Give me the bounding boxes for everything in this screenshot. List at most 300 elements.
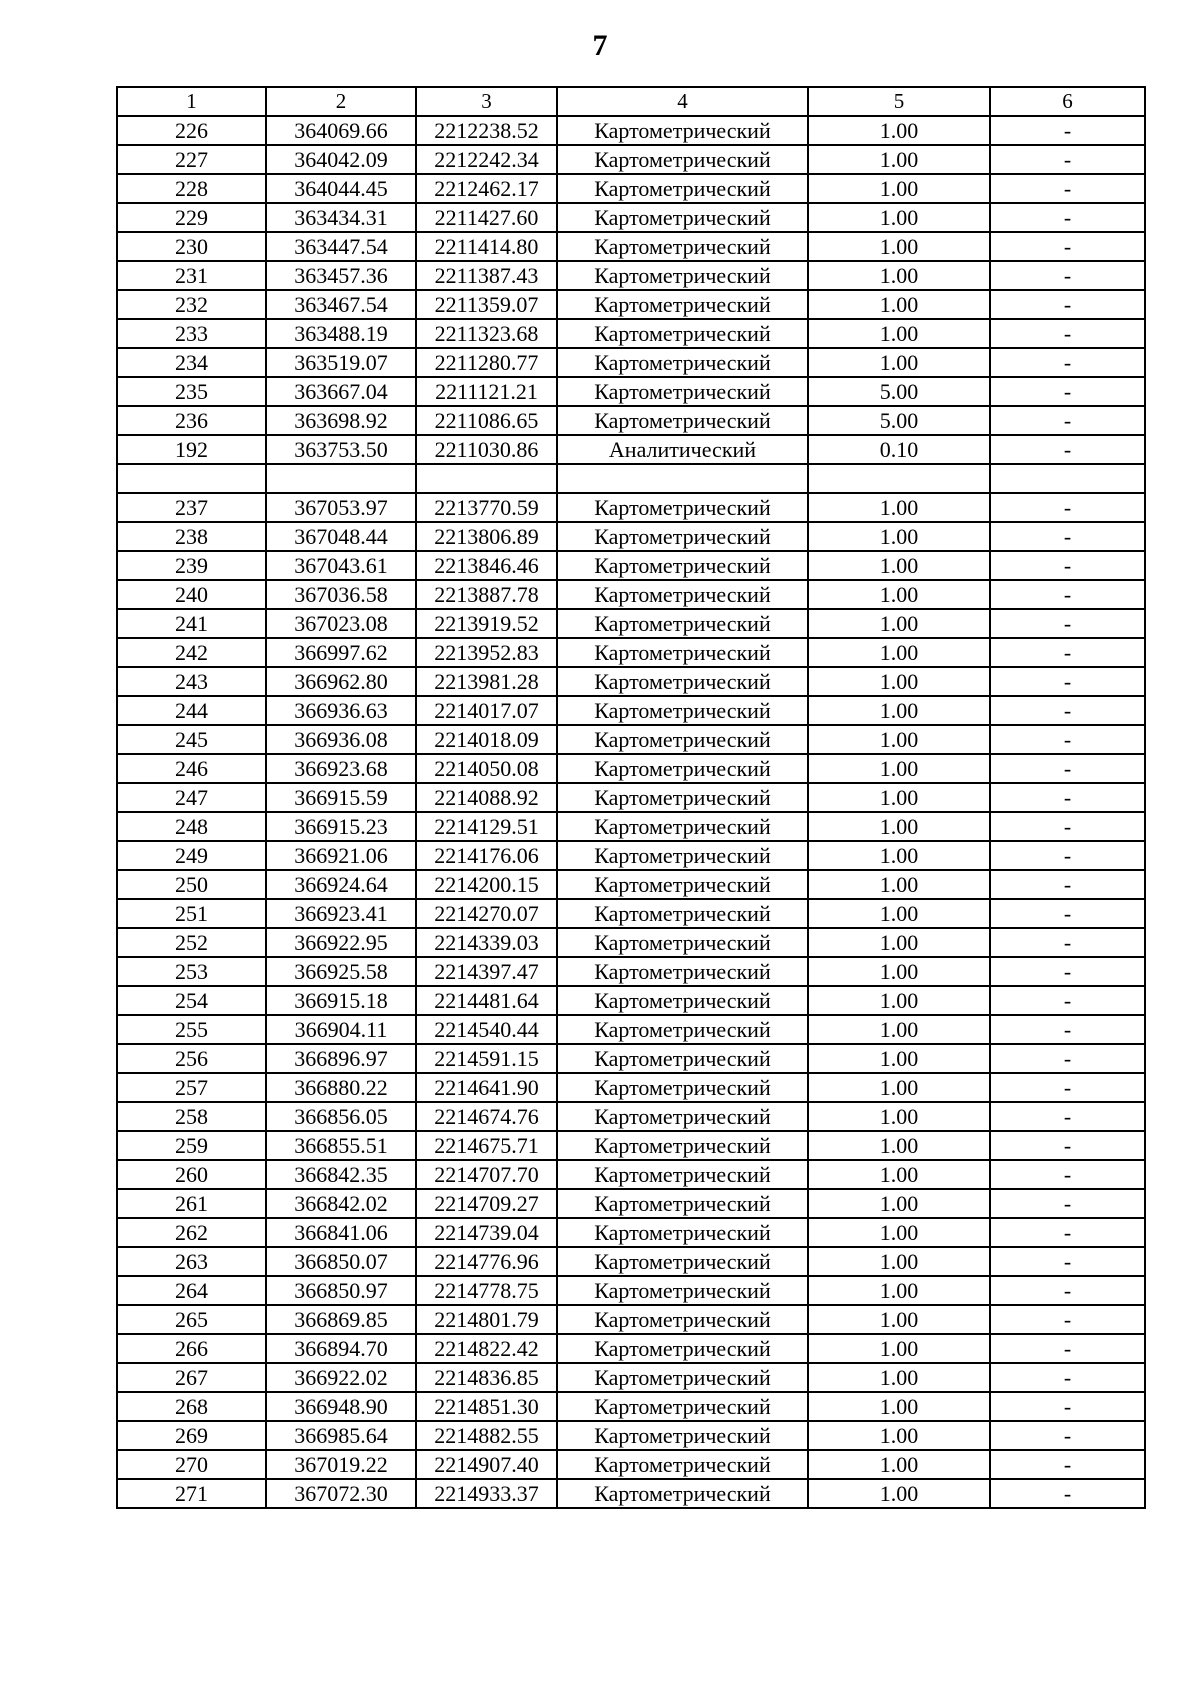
- method-cell: Картометрический: [557, 754, 808, 783]
- table-row: [117, 812, 1145, 841]
- coordinate-x-cell: 363488.19: [266, 319, 416, 348]
- table-row: [117, 464, 1145, 493]
- coordinate-x-cell: 366869.85: [266, 1305, 416, 1334]
- point-number-cell: 268: [117, 1392, 266, 1421]
- coordinate-y-cell: 2214778.75: [416, 1276, 557, 1305]
- coordinate-x-cell: 367053.97: [266, 493, 416, 522]
- point-number-cell: 233: [117, 319, 266, 348]
- coordinate-y-cell: 2211323.68: [416, 319, 557, 348]
- table-row: [117, 1363, 1145, 1392]
- accuracy-cell: 1.00: [808, 348, 990, 377]
- coordinate-x-cell: 366842.02: [266, 1189, 416, 1218]
- accuracy-cell: 1.00: [808, 116, 990, 145]
- coordinate-y-cell: 2214017.07: [416, 696, 557, 725]
- point-number-cell: 271: [117, 1479, 266, 1508]
- coordinate-x-cell: 366923.68: [266, 754, 416, 783]
- method-cell: Картометрический: [557, 1044, 808, 1073]
- method-cell: Картометрический: [557, 1421, 808, 1450]
- accuracy-cell: 1.00: [808, 1189, 990, 1218]
- point-number-cell: 229: [117, 203, 266, 232]
- coordinate-y-cell: 2214801.79: [416, 1305, 557, 1334]
- table-row: [117, 522, 1145, 551]
- coordinate-x-cell: 367043.61: [266, 551, 416, 580]
- point-number-cell: 270: [117, 1450, 266, 1479]
- description-cell: -: [990, 1363, 1145, 1392]
- table-row: [117, 1160, 1145, 1189]
- description-cell: -: [990, 493, 1145, 522]
- accuracy-cell: 1.00: [808, 1479, 990, 1508]
- table-row: [117, 232, 1145, 261]
- accuracy-cell: 1.00: [808, 986, 990, 1015]
- table-row: [117, 551, 1145, 580]
- accuracy-cell: 1.00: [808, 1421, 990, 1450]
- point-number-cell: 257: [117, 1073, 266, 1102]
- page-number: 7: [592, 29, 608, 62]
- coordinate-y-cell: 2214200.15: [416, 870, 557, 899]
- point-number-cell: 250: [117, 870, 266, 899]
- description-cell: -: [990, 667, 1145, 696]
- accuracy-cell: 1.00: [808, 174, 990, 203]
- coordinate-y-cell: 2214397.47: [416, 957, 557, 986]
- table-row: [117, 638, 1145, 667]
- description-cell: -: [990, 319, 1145, 348]
- accuracy-cell: 5.00: [808, 377, 990, 406]
- coordinate-y-cell: 2214675.71: [416, 1131, 557, 1160]
- coordinate-y-cell: 2214674.76: [416, 1102, 557, 1131]
- description-cell: -: [990, 1421, 1145, 1450]
- description-cell: -: [990, 754, 1145, 783]
- coordinate-y-cell: 2211280.77: [416, 348, 557, 377]
- coordinate-y-cell: 2214481.64: [416, 986, 557, 1015]
- coordinate-y-cell: 2214339.03: [416, 928, 557, 957]
- point-number-cell: 248: [117, 812, 266, 841]
- description-cell: -: [990, 870, 1145, 899]
- coordinate-y-cell: 2214088.92: [416, 783, 557, 812]
- method-cell: Картометрический: [557, 580, 808, 609]
- table-row: [117, 203, 1145, 232]
- method-cell: Картометрический: [557, 899, 808, 928]
- coordinate-y-cell: 2214836.85: [416, 1363, 557, 1392]
- point-number-cell: 245: [117, 725, 266, 754]
- point-number-cell: 249: [117, 841, 266, 870]
- accuracy-cell: 1.00: [808, 899, 990, 928]
- method-cell: Картометрический: [557, 1189, 808, 1218]
- point-number-cell: 246: [117, 754, 266, 783]
- coordinate-y-cell: 2213770.59: [416, 493, 557, 522]
- coordinate-x-cell: 367036.58: [266, 580, 416, 609]
- point-number-cell: 226: [117, 116, 266, 145]
- accuracy-cell: 1.00: [808, 1450, 990, 1479]
- table-row: [117, 377, 1145, 406]
- coordinate-x-cell: 366922.95: [266, 928, 416, 957]
- accuracy-cell: [808, 464, 990, 493]
- table-row: [117, 319, 1145, 348]
- accuracy-cell: 1.00: [808, 1131, 990, 1160]
- method-cell: Картометрический: [557, 609, 808, 638]
- description-cell: -: [990, 580, 1145, 609]
- description-cell: -: [990, 1044, 1145, 1073]
- accuracy-cell: 1.00: [808, 551, 990, 580]
- coordinate-y-cell: 2211121.21: [416, 377, 557, 406]
- coordinate-x-cell: 364044.45: [266, 174, 416, 203]
- coordinate-x-cell: 366924.64: [266, 870, 416, 899]
- method-cell: Картометрический: [557, 1276, 808, 1305]
- coordinate-y-cell: 2214540.44: [416, 1015, 557, 1044]
- coordinate-x-cell: 366915.59: [266, 783, 416, 812]
- description-cell: -: [990, 348, 1145, 377]
- coordinate-y-cell: 2213806.89: [416, 522, 557, 551]
- coordinate-x-cell: 366997.62: [266, 638, 416, 667]
- table-row: [117, 1479, 1145, 1508]
- description-cell: -: [990, 1102, 1145, 1131]
- table-row: [117, 928, 1145, 957]
- point-number-cell: 265: [117, 1305, 266, 1334]
- point-number-cell: 262: [117, 1218, 266, 1247]
- description-cell: [990, 464, 1145, 493]
- method-cell: Картометрический: [557, 116, 808, 145]
- point-number-cell: 251: [117, 899, 266, 928]
- coordinate-y-cell: 2214851.30: [416, 1392, 557, 1421]
- accuracy-cell: 1.00: [808, 870, 990, 899]
- coordinate-x-cell: 364069.66: [266, 116, 416, 145]
- description-cell: -: [990, 696, 1145, 725]
- coordinate-x-cell: 363667.04: [266, 377, 416, 406]
- coordinate-y-cell: 2212462.17: [416, 174, 557, 203]
- accuracy-cell: 1.00: [808, 1160, 990, 1189]
- method-cell: Картометрический: [557, 261, 808, 290]
- accuracy-cell: 1.00: [808, 754, 990, 783]
- method-cell: Картометрический: [557, 986, 808, 1015]
- description-cell: -: [990, 725, 1145, 754]
- description-cell: -: [990, 1479, 1145, 1508]
- point-number-cell: 235: [117, 377, 266, 406]
- point-number-cell: 234: [117, 348, 266, 377]
- accuracy-cell: 1.00: [808, 493, 990, 522]
- point-number-cell: 247: [117, 783, 266, 812]
- table-header-row: [117, 87, 1145, 116]
- method-cell: Картометрический: [557, 1334, 808, 1363]
- coordinate-y-cell: 2214907.40: [416, 1450, 557, 1479]
- point-number-cell: 254: [117, 986, 266, 1015]
- coordinate-x-cell: 366948.90: [266, 1392, 416, 1421]
- description-cell: -: [990, 1276, 1145, 1305]
- table-row: [117, 609, 1145, 638]
- coordinate-x-cell: 363753.50: [266, 435, 416, 464]
- accuracy-cell: 1.00: [808, 725, 990, 754]
- accuracy-cell: 1.00: [808, 1276, 990, 1305]
- accuracy-cell: 1.00: [808, 841, 990, 870]
- coordinate-y-cell: 2214739.04: [416, 1218, 557, 1247]
- method-cell: Картометрический: [557, 1160, 808, 1189]
- accuracy-cell: 1.00: [808, 232, 990, 261]
- accuracy-cell: 1.00: [808, 1363, 990, 1392]
- description-cell: -: [990, 435, 1145, 464]
- coordinate-y-cell: 2211387.43: [416, 261, 557, 290]
- description-cell: -: [990, 145, 1145, 174]
- description-cell: -: [990, 812, 1145, 841]
- table-row: [117, 493, 1145, 522]
- accuracy-cell: 1.00: [808, 1247, 990, 1276]
- table-row: [117, 725, 1145, 754]
- table-row: [117, 870, 1145, 899]
- accuracy-cell: 1.00: [808, 609, 990, 638]
- accuracy-cell: 1.00: [808, 580, 990, 609]
- column-header: 6: [990, 87, 1145, 116]
- coordinate-y-cell: 2214270.07: [416, 899, 557, 928]
- method-cell: Картометрический: [557, 870, 808, 899]
- coordinate-y-cell: 2211427.60: [416, 203, 557, 232]
- point-number-cell: 239: [117, 551, 266, 580]
- table-row: [117, 174, 1145, 203]
- coordinate-y-cell: 2214641.90: [416, 1073, 557, 1102]
- column-header: 3: [416, 87, 557, 116]
- method-cell: Картометрический: [557, 1131, 808, 1160]
- accuracy-cell: 1.00: [808, 1305, 990, 1334]
- point-number-cell: 258: [117, 1102, 266, 1131]
- description-cell: -: [990, 203, 1145, 232]
- coordinate-y-cell: 2211086.65: [416, 406, 557, 435]
- coordinate-x-cell: 366922.02: [266, 1363, 416, 1392]
- table-row: [117, 1073, 1145, 1102]
- table-row: [117, 1334, 1145, 1363]
- method-cell: Картометрический: [557, 522, 808, 551]
- coordinate-x-cell: 366936.63: [266, 696, 416, 725]
- description-cell: -: [990, 290, 1145, 319]
- accuracy-cell: 1.00: [808, 812, 990, 841]
- point-number-cell: 231: [117, 261, 266, 290]
- coordinate-x-cell: 366915.23: [266, 812, 416, 841]
- coordinate-y-cell: 2214129.51: [416, 812, 557, 841]
- point-number-cell: 242: [117, 638, 266, 667]
- point-number-cell: 244: [117, 696, 266, 725]
- accuracy-cell: 1.00: [808, 261, 990, 290]
- method-cell: Картометрический: [557, 348, 808, 377]
- column-header: 5: [808, 87, 990, 116]
- accuracy-cell: 1.00: [808, 957, 990, 986]
- coordinate-y-cell: 2214050.08: [416, 754, 557, 783]
- table-row: [117, 406, 1145, 435]
- description-cell: -: [990, 1305, 1145, 1334]
- description-cell: -: [990, 928, 1145, 957]
- coordinate-x-cell: 363447.54: [266, 232, 416, 261]
- accuracy-cell: 1.00: [808, 1392, 990, 1421]
- point-number-cell: 241: [117, 609, 266, 638]
- method-cell: Картометрический: [557, 957, 808, 986]
- coordinate-x-cell: 366850.97: [266, 1276, 416, 1305]
- method-cell: Картометрический: [557, 232, 808, 261]
- coordinate-y-cell: [416, 464, 557, 493]
- point-number-cell: 230: [117, 232, 266, 261]
- method-cell: Картометрический: [557, 1392, 808, 1421]
- method-cell: Картометрический: [557, 1102, 808, 1131]
- description-cell: -: [990, 1073, 1145, 1102]
- coordinate-y-cell: 2211414.80: [416, 232, 557, 261]
- coordinate-y-cell: 2211359.07: [416, 290, 557, 319]
- table-row: [117, 145, 1145, 174]
- point-number-cell: 260: [117, 1160, 266, 1189]
- method-cell: Картометрический: [557, 406, 808, 435]
- table-row: [117, 1276, 1145, 1305]
- coordinate-x-cell: 366925.58: [266, 957, 416, 986]
- description-cell: -: [990, 986, 1145, 1015]
- method-cell: Картометрический: [557, 841, 808, 870]
- description-cell: -: [990, 957, 1145, 986]
- point-number-cell: 259: [117, 1131, 266, 1160]
- point-number-cell: [117, 464, 266, 493]
- method-cell: Картометрический: [557, 783, 808, 812]
- table-row: [117, 1189, 1145, 1218]
- table-row: [117, 1218, 1145, 1247]
- point-number-cell: 253: [117, 957, 266, 986]
- point-number-cell: 256: [117, 1044, 266, 1073]
- coordinate-y-cell: 2213887.78: [416, 580, 557, 609]
- method-cell: Картометрический: [557, 290, 808, 319]
- point-number-cell: 238: [117, 522, 266, 551]
- method-cell: Аналитический: [557, 435, 808, 464]
- point-number-cell: 269: [117, 1421, 266, 1450]
- point-number-cell: 266: [117, 1334, 266, 1363]
- coordinate-x-cell: 366856.05: [266, 1102, 416, 1131]
- coordinate-x-cell: 366923.41: [266, 899, 416, 928]
- method-cell: Картометрический: [557, 928, 808, 957]
- method-cell: Картометрический: [557, 174, 808, 203]
- accuracy-cell: 1.00: [808, 783, 990, 812]
- coordinate-x-cell: 366985.64: [266, 1421, 416, 1450]
- accuracy-cell: 1.00: [808, 1334, 990, 1363]
- description-cell: -: [990, 1450, 1145, 1479]
- point-number-cell: 261: [117, 1189, 266, 1218]
- description-cell: -: [990, 522, 1145, 551]
- coordinate-x-cell: 363467.54: [266, 290, 416, 319]
- table-row: [117, 957, 1145, 986]
- coordinate-x-cell: 367023.08: [266, 609, 416, 638]
- description-cell: -: [990, 232, 1145, 261]
- method-cell: Картометрический: [557, 203, 808, 232]
- coordinate-x-cell: 366894.70: [266, 1334, 416, 1363]
- description-cell: -: [990, 783, 1145, 812]
- table-body: [117, 116, 1145, 1508]
- description-cell: -: [990, 638, 1145, 667]
- method-cell: [557, 464, 808, 493]
- coordinate-x-cell: 363519.07: [266, 348, 416, 377]
- coordinate-x-cell: 366962.80: [266, 667, 416, 696]
- table-row: [117, 1131, 1145, 1160]
- table-row: [117, 435, 1145, 464]
- table-row: [117, 290, 1145, 319]
- coordinate-x-cell: 364042.09: [266, 145, 416, 174]
- description-cell: -: [990, 1247, 1145, 1276]
- accuracy-cell: 1.00: [808, 1044, 990, 1073]
- accuracy-cell: 0.10: [808, 435, 990, 464]
- coordinate-y-cell: 2212238.52: [416, 116, 557, 145]
- point-number-cell: 263: [117, 1247, 266, 1276]
- accuracy-cell: 1.00: [808, 1015, 990, 1044]
- coordinate-x-cell: 366904.11: [266, 1015, 416, 1044]
- description-cell: -: [990, 1160, 1145, 1189]
- point-number-cell: 236: [117, 406, 266, 435]
- coordinate-x-cell: 363457.36: [266, 261, 416, 290]
- coordinate-x-cell: 366896.97: [266, 1044, 416, 1073]
- accuracy-cell: 1.00: [808, 928, 990, 957]
- table-row: [117, 580, 1145, 609]
- description-cell: -: [990, 551, 1145, 580]
- table-row: [117, 348, 1145, 377]
- point-number-cell: 192: [117, 435, 266, 464]
- table-row: [117, 783, 1145, 812]
- table-row: [117, 899, 1145, 928]
- method-cell: Картометрический: [557, 1450, 808, 1479]
- accuracy-cell: 1.00: [808, 696, 990, 725]
- table-row: [117, 1421, 1145, 1450]
- coordinate-y-cell: 2212242.34: [416, 145, 557, 174]
- coordinate-x-cell: 366915.18: [266, 986, 416, 1015]
- point-number-cell: 243: [117, 667, 266, 696]
- method-cell: Картометрический: [557, 145, 808, 174]
- method-cell: Картометрический: [557, 551, 808, 580]
- table-row: [117, 986, 1145, 1015]
- accuracy-cell: 1.00: [808, 1218, 990, 1247]
- accuracy-cell: 5.00: [808, 406, 990, 435]
- coordinate-x-cell: 363434.31: [266, 203, 416, 232]
- method-cell: Картометрический: [557, 696, 808, 725]
- point-number-cell: 267: [117, 1363, 266, 1392]
- table-row: [117, 1392, 1145, 1421]
- description-cell: -: [990, 841, 1145, 870]
- coordinate-y-cell: 2211030.86: [416, 435, 557, 464]
- table-row: [117, 1247, 1145, 1276]
- point-number-cell: 240: [117, 580, 266, 609]
- description-cell: -: [990, 377, 1145, 406]
- method-cell: Картометрический: [557, 812, 808, 841]
- accuracy-cell: 1.00: [808, 522, 990, 551]
- table-row: [117, 1450, 1145, 1479]
- coordinate-y-cell: 2214591.15: [416, 1044, 557, 1073]
- description-cell: -: [990, 1131, 1145, 1160]
- coordinate-y-cell: 2214709.27: [416, 1189, 557, 1218]
- point-number-cell: 255: [117, 1015, 266, 1044]
- coordinate-y-cell: 2213919.52: [416, 609, 557, 638]
- point-number-cell: 237: [117, 493, 266, 522]
- method-cell: Картометрический: [557, 1218, 808, 1247]
- coordinate-x-cell: 366880.22: [266, 1073, 416, 1102]
- coordinate-y-cell: 2213952.83: [416, 638, 557, 667]
- method-cell: Картометрический: [557, 1073, 808, 1102]
- point-number-cell: 232: [117, 290, 266, 319]
- coordinate-y-cell: 2214776.96: [416, 1247, 557, 1276]
- description-cell: -: [990, 1334, 1145, 1363]
- column-header: 1: [117, 87, 266, 116]
- point-number-cell: 227: [117, 145, 266, 174]
- point-number-cell: 264: [117, 1276, 266, 1305]
- accuracy-cell: 1.00: [808, 319, 990, 348]
- coordinate-x-cell: 366850.07: [266, 1247, 416, 1276]
- method-cell: Картометрический: [557, 1247, 808, 1276]
- description-cell: -: [990, 1392, 1145, 1421]
- description-cell: -: [990, 116, 1145, 145]
- coordinate-y-cell: 2214933.37: [416, 1479, 557, 1508]
- description-cell: -: [990, 261, 1145, 290]
- description-cell: -: [990, 406, 1145, 435]
- description-cell: -: [990, 1218, 1145, 1247]
- coordinate-y-cell: 2214176.06: [416, 841, 557, 870]
- coordinate-x-cell: 366855.51: [266, 1131, 416, 1160]
- accuracy-cell: 1.00: [808, 203, 990, 232]
- accuracy-cell: 1.00: [808, 1102, 990, 1131]
- coordinate-y-cell: 2214018.09: [416, 725, 557, 754]
- method-cell: Картометрический: [557, 725, 808, 754]
- coordinate-x-cell: 367072.30: [266, 1479, 416, 1508]
- method-cell: Картометрический: [557, 1363, 808, 1392]
